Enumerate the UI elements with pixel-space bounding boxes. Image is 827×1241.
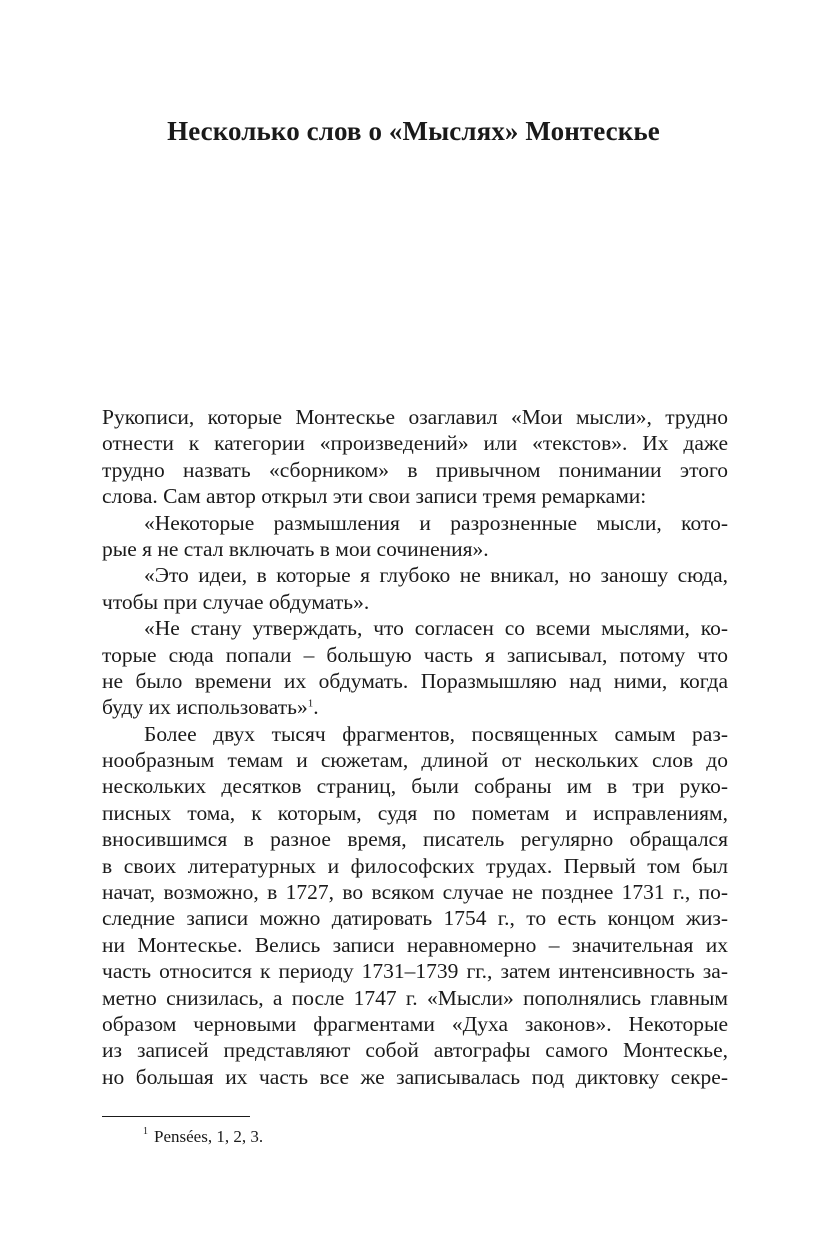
text-line: «Некоторые размышления и разрозненные мысли, кото- [144, 510, 728, 535]
text-line: Более двух тысяч фрагментов, посвященных самым раз- [144, 721, 728, 746]
text-line: нообразным темам и сюжетам, длиной от нескольких слов до [102, 748, 728, 773]
footnote-reference-suffix: . [313, 695, 319, 720]
footnote-divider [102, 1116, 250, 1117]
text-line: не было времени их обдумать. Поразмышляю над ними, когда [102, 668, 728, 693]
text-line: следние записи можно датировать 1754 г., то есть концом жиз- [102, 906, 728, 931]
text-line: отнести к категории «произведений» или «текстов». Их даже [102, 431, 728, 456]
text-line: слова. Сам автор открыл эти свои записи тремя ремарками: [102, 484, 647, 509]
text-line: из записей представляют собой автографы самого Монтескье, [102, 1038, 728, 1063]
text-line: рые я не стал включать в мои сочинения». [102, 536, 489, 561]
text-line: чтобы при случае обдумать». [102, 589, 370, 614]
text-line-with-footnote [102, 694, 728, 720]
text-line: «Это идеи, в которые я глубоко не вникал, но заношу сюда, [144, 563, 728, 588]
text-line: вносившимся в разное время, писатель регулярно обращался [102, 827, 728, 852]
text-line: часть относится к периоду 1731–1739 гг., затем интенсивность за- [102, 959, 728, 984]
text-line: Рукописи, которые Монтескье озаглавил «Мои мысли», трудно [102, 405, 728, 429]
footnote-reference: 1 [307, 697, 314, 710]
text-line: торые сюда попали – большую часть я записывал, потому что [102, 642, 728, 667]
text-line: «Не стану утверждать, что согласен со всеми мыслями, ко- [144, 616, 728, 641]
text-line: трудно назвать «сборником» в привычном понимании этого [102, 457, 728, 482]
footnote-number: 1 [143, 1126, 148, 1137]
text-line: но большая их часть все же записывалась под диктовку секре- [102, 1064, 728, 1089]
text-line: нескольких десятков страниц, были собраны им в три руко- [102, 774, 728, 799]
text-line: буду их использовать» [102, 695, 308, 720]
text-line: писных тома, к которым, судя по пометам и исправлениям, [102, 800, 728, 825]
page-title: Несколько слов о «Мыслях» Монтескье [167, 116, 660, 146]
text-line: метно снизилась, а после 1747 г. «Мысли» пополнялись главным [102, 985, 728, 1010]
footnote-text: Pensées, 1, 2, 3. [154, 1127, 264, 1146]
text-line: в своих литературных и философских трудах. Первый том был [102, 853, 728, 878]
text-line: образом черновыми фрагментами «Духа законов». Некоторые [102, 1011, 728, 1036]
footnote [143, 1126, 263, 1148]
text-line: ни Монтескье. Велись записи неравномерно – значительная их [102, 932, 728, 957]
body-text [102, 404, 728, 1090]
text-line: начат, возможно, в 1727, во всяком случае не позднее 1731 г., по- [102, 880, 728, 905]
